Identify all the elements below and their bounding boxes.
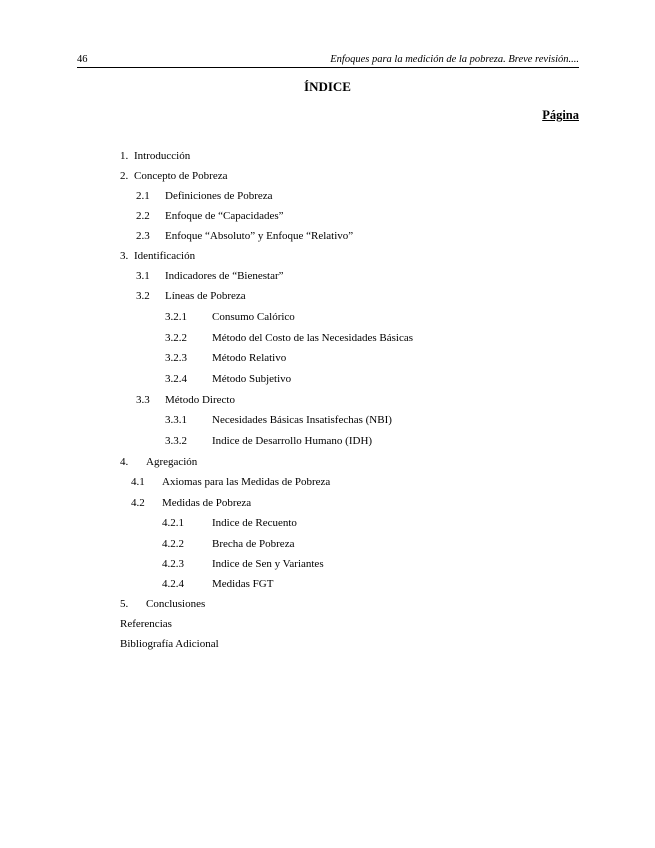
toc-entry-title: Necesidades Básicas Insatisfechas (NBI): [212, 414, 392, 426]
toc-entry-title: Concepto de Pobreza: [134, 170, 228, 182]
toc-entry-title: Axiomas para las Medidas de Pobreza: [162, 476, 331, 488]
toc-entry-number: 4.1: [131, 476, 145, 488]
page-column-label: Página: [542, 108, 579, 122]
toc-entry-number: 3.2: [136, 290, 150, 302]
toc-entry-title: Bibliografía Adicional: [120, 638, 219, 650]
toc-entry-title: Introducción: [134, 150, 191, 162]
toc-entry-number: 2.3: [136, 230, 150, 242]
toc-entry-title: Indice de Recuento: [212, 517, 297, 529]
toc-entry-title: Líneas de Pobreza: [165, 290, 246, 302]
toc-entry-number: 3.2.2: [165, 332, 187, 344]
header-running-title: Enfoques para la medición de la pobreza. Breve revisión....: [330, 54, 579, 65]
table-of-contents: [0, 148, 655, 668]
toc-entry-title: Identificación: [134, 250, 196, 262]
toc-entry-number: 4.2.4: [162, 578, 184, 590]
toc-entry-title: Definiciones de Pobreza: [165, 190, 273, 202]
toc-entry-number: 1.: [120, 150, 129, 162]
toc-entry-title: Método Subjetivo: [212, 373, 292, 385]
toc-entry-number: 4.2.1: [162, 517, 184, 529]
toc-entry-title: Indice de Desarrollo Humano (IDH): [212, 435, 373, 447]
page-title: ÍNDICE: [304, 79, 351, 94]
toc-entry-number: 5.: [120, 598, 129, 610]
toc-entry-title: Consumo Calórico: [212, 311, 295, 323]
toc-entry-title: Método Directo: [165, 394, 235, 406]
toc-entry-number: 2.: [120, 170, 129, 182]
toc-entry-title: Enfoque de “Capacidades”: [165, 210, 284, 222]
toc-entry-title: Referencias: [120, 618, 172, 630]
toc-entry-title: Método Relativo: [212, 352, 287, 364]
toc-entry-title: Agregación: [146, 456, 198, 468]
toc-entry-title: Brecha de Pobreza: [212, 538, 295, 550]
toc-entry-number: 3.3.1: [165, 414, 187, 426]
toc-entry-title: Medidas de Pobreza: [162, 497, 252, 509]
toc-entry-number: 3.2.3: [165, 352, 187, 364]
toc-entry-number: 3.3.2: [165, 435, 187, 447]
toc-entry-number: 3.: [120, 250, 129, 262]
toc-entry-number: 2.2: [136, 210, 150, 222]
toc-entry-number: 4.2: [131, 497, 145, 509]
toc-entry-number: 3.1: [136, 270, 150, 282]
toc-entry-number: 3.3: [136, 394, 150, 406]
toc-entry-title: Enfoque “Absoluto” y Enfoque “Relativo”: [165, 230, 354, 242]
toc-entry-number: 3.2.4: [165, 373, 187, 385]
toc-entry-title: Indice de Sen y Variantes: [212, 558, 324, 570]
running-header: [77, 54, 579, 68]
toc-entry-title: Método del Costo de las Necesidades Básicas: [212, 332, 414, 344]
toc-entry-number: 4.2.3: [162, 558, 184, 570]
toc-entry-number: 4.: [120, 456, 129, 468]
toc-entry-number: 2.1: [136, 190, 150, 202]
toc-entry-number: 3.2.1: [165, 311, 187, 323]
toc-entry-number: 4.2.2: [162, 538, 184, 550]
toc-entry-title: Conclusiones: [146, 598, 206, 610]
toc-entry-title: Indicadores de “Bienestar”: [165, 270, 284, 282]
header-page-number: 46: [77, 54, 88, 65]
toc-entry-title: Medidas FGT: [212, 578, 274, 590]
